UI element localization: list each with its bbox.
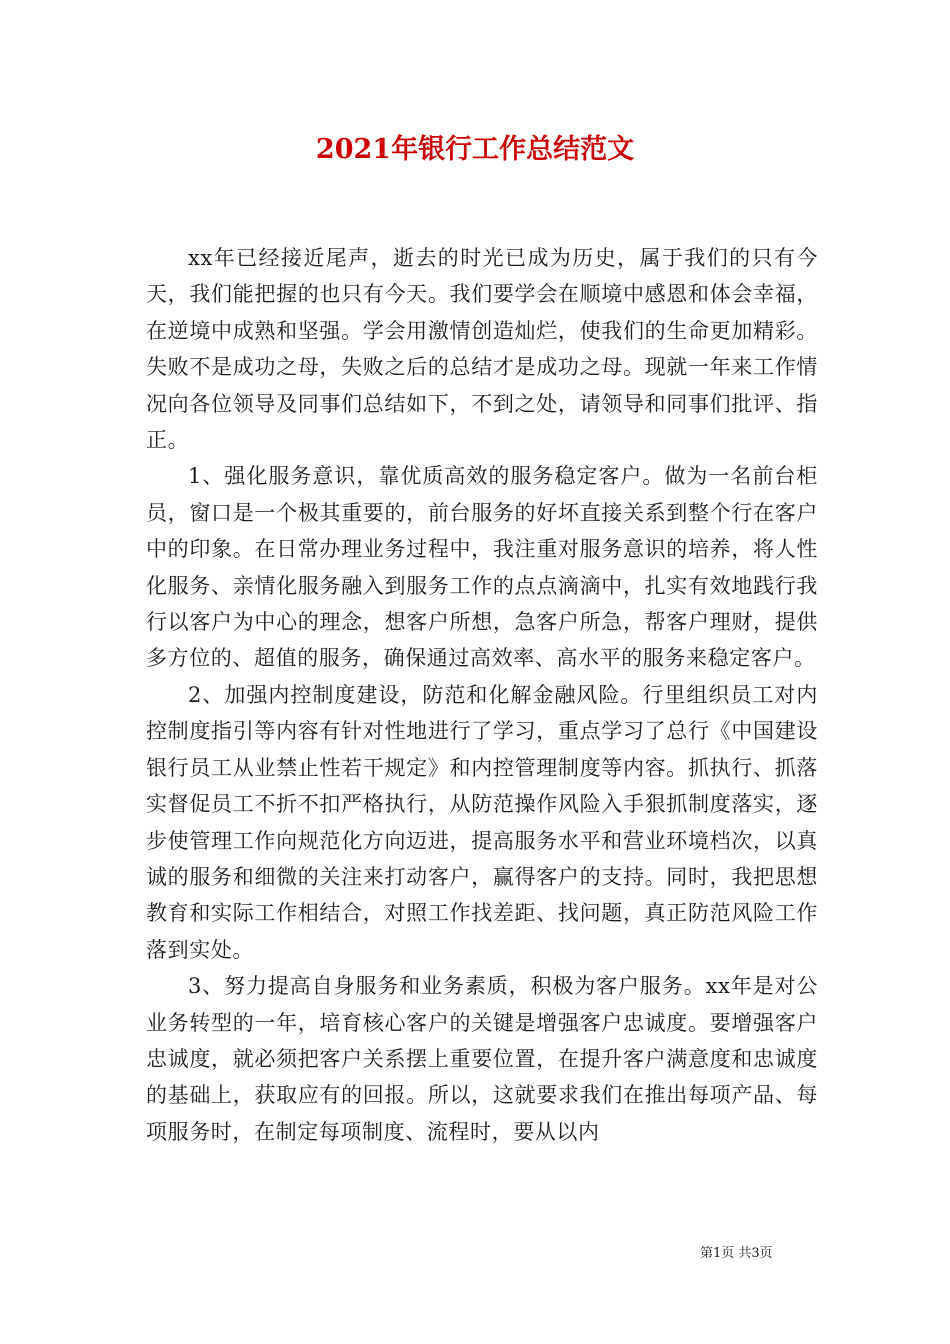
paragraph-item-1: 1、强化服务意识，靠优质高效的服务稳定客户。做为一名前台柜员，窗口是一个极其重要的，前台服务的好坏直接关系到整个行在客户中的印象。在日常办理业务过程中，我注重对服务意识的培养，将人性化服务、亲情化服务融入到服务工作的点点滴滴中，扎实有效地践行我行以客户为中心的理念，想客户所想，急客户所急，帮客户理财，提供多方位的、超值的服务，确保通过高效率、高水平的服务来稳定客户。 [146,464,818,671]
page-number-footer: 第1页 共3页 [700,1246,773,1261]
document-title: 2021年银行工作总结范文 [315,134,635,165]
paragraph-item-3: 3、努力提高自身服务和业务素质，积极为客户服务。xx年是对公业务转型的一年，培育核心客户的关键是增强客户忠诚度。要增强客户忠诚度，就必须把客户关系摆上重要位置，在提升客户满意度和忠诚度的基础上，获取应有的回报。所以，这就要求我们在推出每项产品、每项服务时，在制定每项制度、流程时，要从以内 [146,974,818,1144]
paragraph-intro: xx年已经接近尾声，逝去的时光已成为历史，属于我们的只有今天，我们能把握的也只有今天。我们要学会在顺境中感恩和体会幸福，在逆境中成熟和坚强。学会用激情创造灿烂，使我们的生命更加精彩。失败不是成功之母，失败之后的总结才是成功之母。现就一年来工作情况向各位领导及同事们总结如下，不到之处，请领导和同事们批评、指正。 [146,246,818,453]
paragraph-item-2: 2、加强内控制度建设，防范和化解金融风险。行里组织员工对内控制度指引等内容有针对性地进行了学习，重点学习了总行《中国建设银行员工从业禁止性若干规定》和内控管理制度等内容。抓执行、抓落实督促员工不折不扣严格执行，从防范操作风险入手狠抓制度落实，逐步使管理工作向规范化方向迈进，提高服务水平和营业环境档次，以真诚的服务和细微的关注来打动客户，赢得客户的支持。同时，我把思想教育和实际工作相结合，对照工作找差距、找问题，真正防范风险工作落到实处。 [146,682,818,962]
document-body [146,240,818,1150]
